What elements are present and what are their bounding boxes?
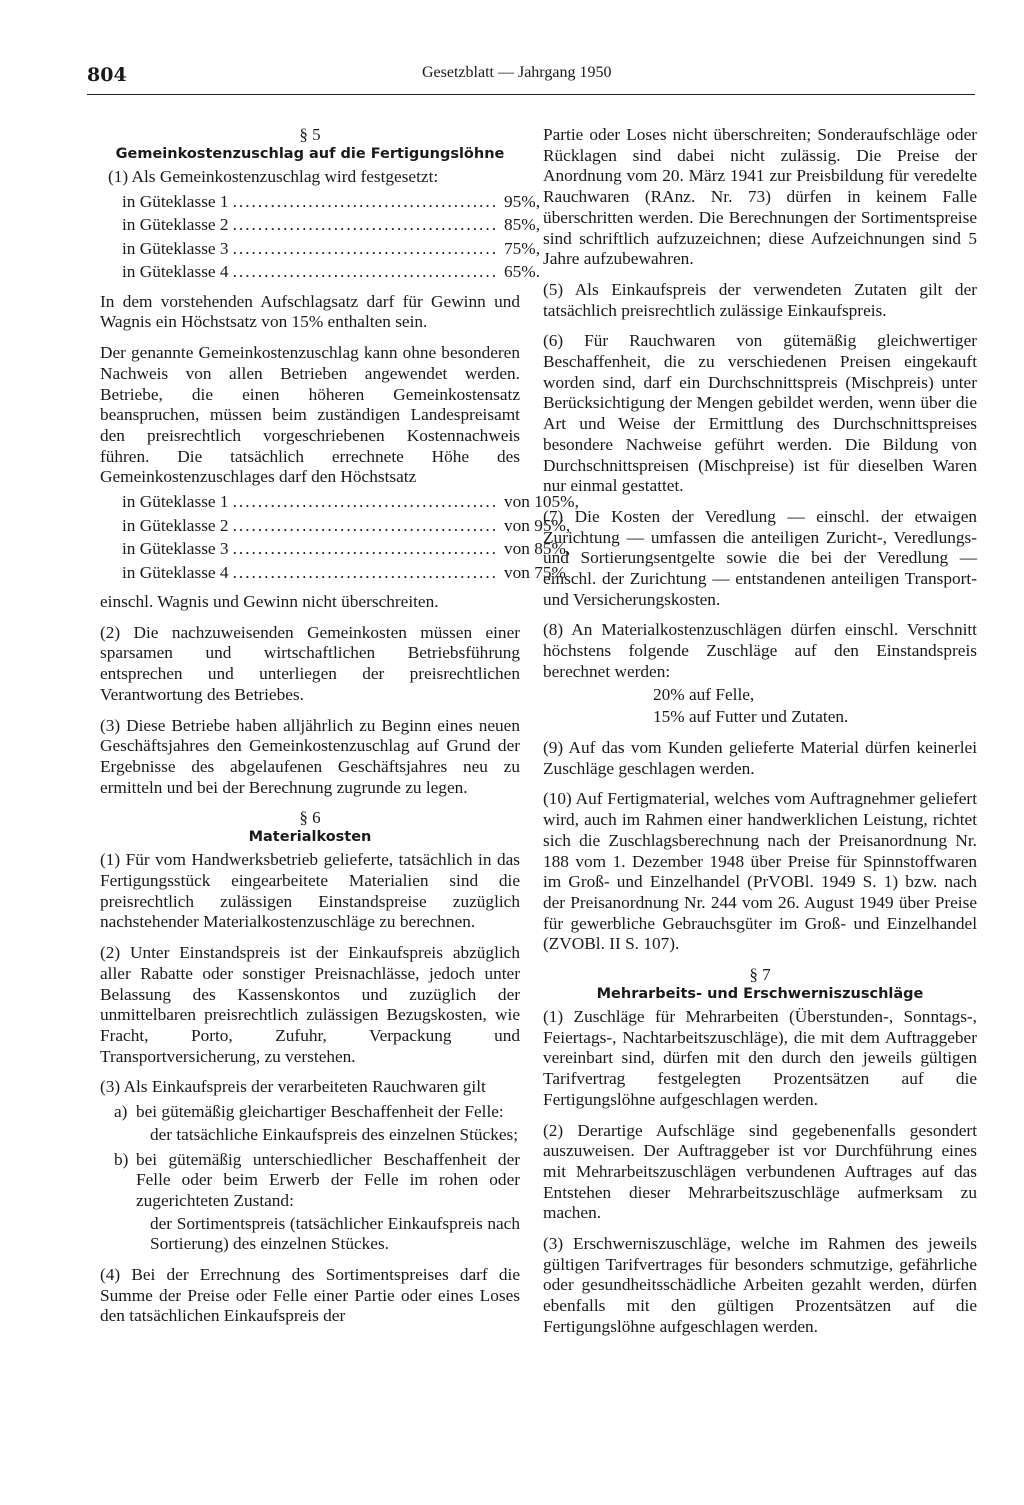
paragraph: (8) An Materialkostenzuschlägen dürfen einschl. Verschnitt höchstens folgende Zuschläge auf den Einstandspreis berechnet werden: [543,620,977,681]
paragraph: (9) Auf das vom Kunden gelieferte Material dürfen keinerlei Zuschläge geschlagen werden. [543,737,977,778]
rate-row: in Güteklasse 2 .......................................... 85%, [122,215,541,235]
section-5-symbol: § 5 [299,125,321,144]
paragraph: der Sortimentspreis (tatsächlicher Einkaufspreis nach Sortierung) des einzelnen Stückes. [150,1213,520,1254]
surcharge-line: 15% auf Futter und Zutaten. [653,707,849,727]
paragraph: In dem vorstehenden Aufschlagsatz darf für Gewinn und Wagnis ein Höchstsatz von 15% enthalten sein. [100,291,520,332]
list-item: b) bei gütemäßig unterschiedlicher Beschaffenheit der Felle oder beim Erwerb der Felle im rohen oder zugerichteten Zustand: [114,1149,520,1210]
rate-row: in Güteklasse 2 .......................................... von 95%, [122,515,571,535]
paragraph: (2) Die nachzuweisenden Gemeinkosten müssen einer sparsamen und wirtschaftlichen Betriebsführung entsprechen und unterliegen der preisrechtlichen Verantwortung des Betriebes. [100,622,520,704]
paragraph: (2) Unter Einstandspreis ist der Einkaufspreis abzüglich aller Rabatte oder sonstiger Preisnachlässe, jedoch unter Belassung des Kassenskontos und zuzüglich der unmittelbaren preisrechtlich zulässigen Bezugskosten, wie Fracht, Porto, Zufuhr, Verpackung und Transportversicherung, zu verstehen. [100,943,520,1066]
left-column [100,125,579,1337]
paragraph: Partie oder Loses nicht überschreiten; Sonderaufschläge oder Rücklagen sind dabei nicht zulässig. Die Preise der Anordnung vom 20. März 1941 zur Preisbildung für veredelte Rauchwaren (RAnz. Nr. 73) dürfen in keinem Falle überschritten werden. Die Berechnungen der Sortimentspreise sind schriftlich aufzuzeichnen; diese Aufzeichnungen sind 5 Jahre aufzubewahren. [543,125,977,269]
right-column [543,125,977,1348]
paragraph: (1) Für vom Handwerksbetrieb gelieferte, tatsächlich in das Fertigungsstück eingearbeitete Materialien sind die preisrechtlich zulässigen Einstandspreise zuzüglich nachstehender Materialkostenzuschläge zu berechnen. [100,850,520,932]
paragraph: (10) Auf Fertigmaterial, welches vom Auftragnehmer geliefert wird, auch im Rahmen einer handwerklichen Leistung, richtet sich die Zuschlagsberechnung nach der Preisanordnung Nr. 188 vom 1. Dezember 1948 über Preise für Spinnstoffwaren im Groß- und Einzelhandel (PrVOBl. 1949 S. 1) bzw. nach der Preisanordnung Nr. 244 vom 26. August 1949 über Preise für gewerbliche Gebrauchsgüter im Groß- und Einzelhandel (ZVOBl. II S. 107). [543,789,977,954]
section-6-symbol: § 6 [299,808,321,828]
paragraph: Der genannte Gemeinkostenzuschlag kann ohne besonderen Nachweis von allen Betrieben angewendet werden. Betriebe, die einen höheren Gemeinkostensatz beanspruchen, müssen beim zuständigen Landespreisamt den preisrechtlich vorgeschriebenen Kostennachweis führen. Die tatsächlich errechnete Höhe des Gemeinkostenzuschlages darf den Höchstsatz [100,343,520,487]
paragraph: (4) Bei der Errechnung des Sortimentspreises darf die Summe der Preise oder Felle einer Partie oder eines Loses den tatsächlichen Einkaufspreis der [100,1265,520,1326]
paragraph: (3) Diese Betriebe haben alljährlich zu Beginn eines neuen Geschäftsjahres den Gemeinkostenzuschlag auf Grund der Ergebnisse des abgelaufenen Geschäftsjahres neu zu ermitteln und bei der Berechnung zugrunde zu legen. [100,715,520,797]
paragraph: (5) Als Einkaufspreis der verwendeten Zutaten gilt der tatsächlich preisrechtlich zulässige Einkaufspreis. [543,279,977,320]
rate-row: in Güteklasse 4 .......................................... 65%. [122,262,541,282]
list-item: a) bei gütemäßig gleichartiger Beschaffenheit der Felle: [114,1102,504,1122]
rate-row: in Güteklasse 1 .......................................... von 105%, [122,492,579,512]
rate-list [122,190,541,284]
page-number: 804 [87,64,127,86]
paragraph: (3) Erschwerniszuschläge, welche im Rahmen des jeweils gültigen Tarifvertrages für besonders schmutzige, gefährliche oder gesundheitsschädliche Arbeiten gezahlt werden, dürfen ebenfalls mit den gültigen Prozentsätzen auf die Fertigungslöhne aufgeschlagen werden. [543,1234,977,1336]
section-7-symbol: § 7 [749,965,771,985]
paragraph: (3) Als Einkaufspreis der verarbeiteten Rauchwaren gilt [100,1077,486,1097]
paragraph: einschl. Wagnis und Gewinn nicht überschreiten. [100,592,439,612]
section-6-title: Materialkosten [248,829,372,846]
rate-row: in Güteklasse 3 .......................................... 75%, [122,238,541,258]
running-title: Gesetzblatt — Jahrgang 1950 [422,64,612,81]
paragraph: (7) Die Kosten der Veredlung — einschl. der etwaigen Zurichtung — umfassen die anteiligen Zuricht-, Veredlungs- und Sortierungsentgelte sowie die bei der Veredlung — einschl. der Zurichtung — entstandenen anteiligen Transport- und Versicherungskosten. [543,506,977,609]
paragraph: der tatsächliche Einkaufspreis des einzelnen Stückes; [150,1124,519,1144]
page-header [87,62,975,95]
rate-row: in Güteklasse 4 .......................................... von 75% [122,562,566,582]
rate-row: in Güteklasse 1 .......................................... 95%, [122,191,541,211]
surcharge-line: 20% auf Felle, [653,684,755,704]
paragraph: (1) Als Gemeinkostenzuschlag wird festgesetzt: [108,167,439,186]
section-5-title: Gemeinkostenzuschlag auf die Fertigungslöhne [115,146,505,162]
paragraph: (1) Zuschläge für Mehrarbeiten (Überstunden-, Sonntags-, Feiertags-, Nachtarbeitszuschläge), die mit dem Auftraggeber vereinbart sind, dürfen mit den durch den jeweils gültigen Tarifvertrag festgelegten Prozentsätzen auf die Fertigungslöhne aufgeschlagen werden. [543,1007,977,1109]
rate-list [122,490,579,584]
section-7-title: Mehrarbeits- und Erschwerniszuschläge [596,986,924,1003]
rate-row: in Güteklasse 3 .......................................... von 85%, [122,539,571,559]
paragraph: (2) Derartige Aufschläge sind gegebenenfalls gesondert auszuweisen. Der Auftraggeber ist vor Durchführung eines mit Mehrarbeitszuschlägen verbundenen Auftrages auf das Entstehen dieser Mehrarbeitszuschläge aufmerksam zu machen. [543,1120,977,1223]
paragraph: (6) Für Rauchwaren von gütemäßig gleichwertiger Beschaffenheit, die zu verschiedenen Preisen eingekauft worden sind, darf ein Durchschnittspreis (Mischpreis) unter Berücksichtigung der Mengen gebildet werden, wenn über die Art und Weise der Ermittlung des Durchschnittspreises besondere Nachweise geführt werden. Die Bildung von Durchschnittspreisen (Mischpreise) ist für dieselben Waren nur einmal gestattet. [543,331,977,496]
